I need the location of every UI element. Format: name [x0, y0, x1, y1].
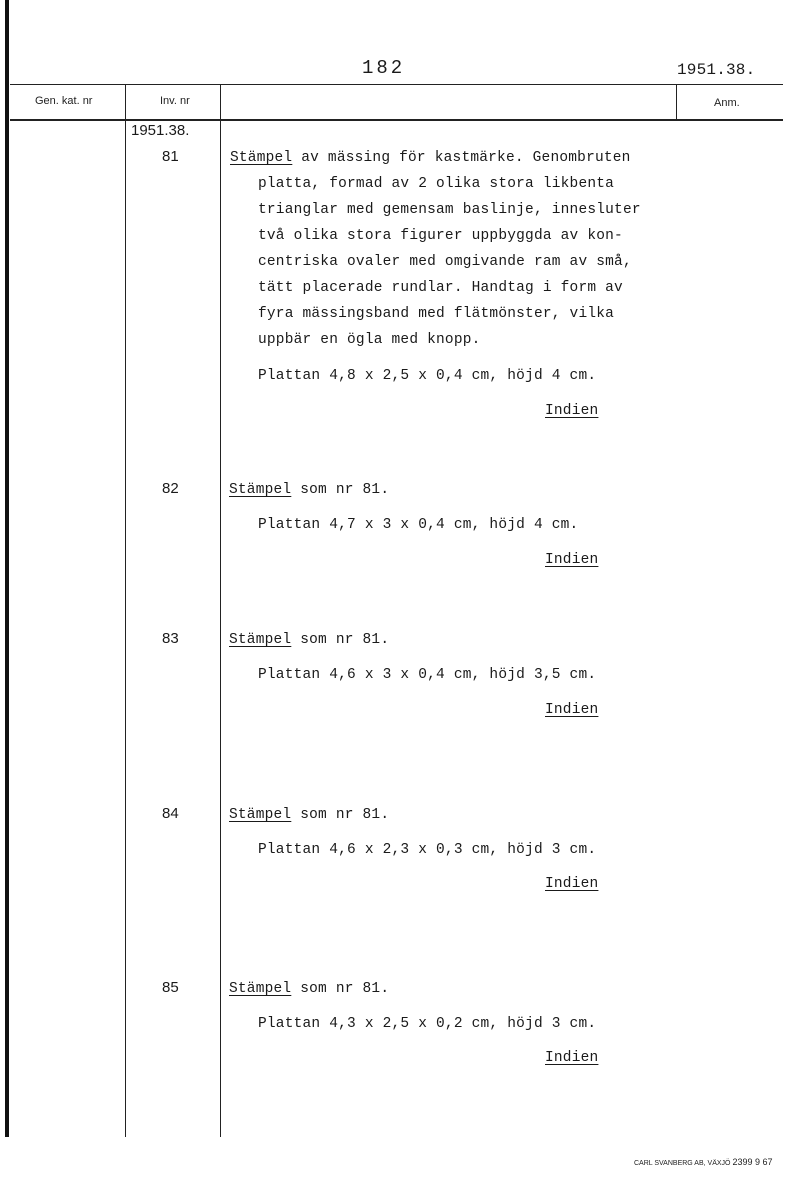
dimensions: Plattan 4,6 x 3 x 0,4 cm, höjd 3,5 cm.: [258, 667, 597, 683]
entry-title: Stämpel: [229, 981, 292, 997]
entry-reference: som nr 81.: [300, 981, 390, 997]
description-line: två olika stora figurer uppbyggda av kon-: [258, 228, 623, 244]
header-inv-nr: Inv. nr: [160, 95, 190, 107]
form-code: 2399 9 67: [732, 1157, 773, 1167]
description-line: tätt placerade rundlar. Handtag i form av: [258, 280, 623, 296]
header-gen-kat-nr: Gen. kat. nr: [35, 95, 93, 107]
entry-first-line: [229, 482, 389, 498]
description-line: uppbär en ögla med knopp.: [258, 332, 481, 348]
entry-reference: som nr 81.: [300, 482, 390, 498]
entry-first-line: [229, 981, 389, 997]
entry-first-line: [229, 807, 389, 823]
column-divider-anm: [676, 84, 677, 120]
origin: Indien: [545, 403, 599, 419]
page-reference: 1951.38.: [677, 61, 756, 79]
header-anm: Anm.: [714, 97, 740, 109]
column-divider-text: [220, 84, 221, 1137]
origin: Indien: [545, 552, 599, 568]
dimensions: Plattan 4,3 x 2,5 x 0,2 cm, höjd 3 cm.: [258, 1016, 597, 1032]
origin: Indien: [545, 702, 599, 718]
entry-title: Stämpel: [230, 150, 293, 166]
inventory-number: 81: [162, 148, 179, 165]
entry-title: Stämpel: [229, 807, 292, 823]
entry-first-line: [230, 150, 631, 166]
description-line: fyra mässingsband med flätmönster, vilka: [258, 306, 615, 322]
inventory-number: 82: [162, 480, 179, 497]
entry-reference: som nr 81.: [300, 807, 390, 823]
description-line: platta, formad av 2 olika stora likbenta: [258, 176, 615, 192]
entry-title: Stämpel: [229, 632, 292, 648]
origin: Indien: [545, 876, 599, 892]
inventory-number: 84: [162, 805, 179, 822]
dimensions: Plattan 4,7 x 3 x 0,4 cm, höjd 4 cm.: [258, 517, 579, 533]
origin: Indien: [545, 1050, 599, 1066]
inventory-number: 85: [162, 979, 179, 996]
inventory-number: 83: [162, 630, 179, 647]
entry-first-line: [229, 632, 389, 648]
dimensions: Plattan 4,6 x 2,3 x 0,3 cm, höjd 3 cm.: [258, 842, 597, 858]
printer-footer: [634, 1157, 772, 1167]
entry-reference: som nr 81.: [300, 632, 390, 648]
dimensions: Plattan 4,8 x 2,5 x 0,4 cm, höjd 4 cm.: [258, 368, 597, 384]
description-line: centriska ovaler med omgivande ram av små,: [258, 254, 632, 270]
description-line: av mässing för kastmärke. Genombruten: [301, 150, 631, 166]
entry-title: Stämpel: [229, 482, 292, 498]
inventory-year: 1951.38.: [131, 122, 190, 139]
page-number: 182: [362, 57, 406, 79]
printer-name: CARL SVANBERG AB, VÄXJÖ: [634, 1160, 731, 1167]
description-line: trianglar med gemensam baslinje, innesluter: [258, 202, 641, 218]
left-margin-bar: [5, 0, 9, 1137]
column-divider-inv: [125, 84, 126, 1137]
